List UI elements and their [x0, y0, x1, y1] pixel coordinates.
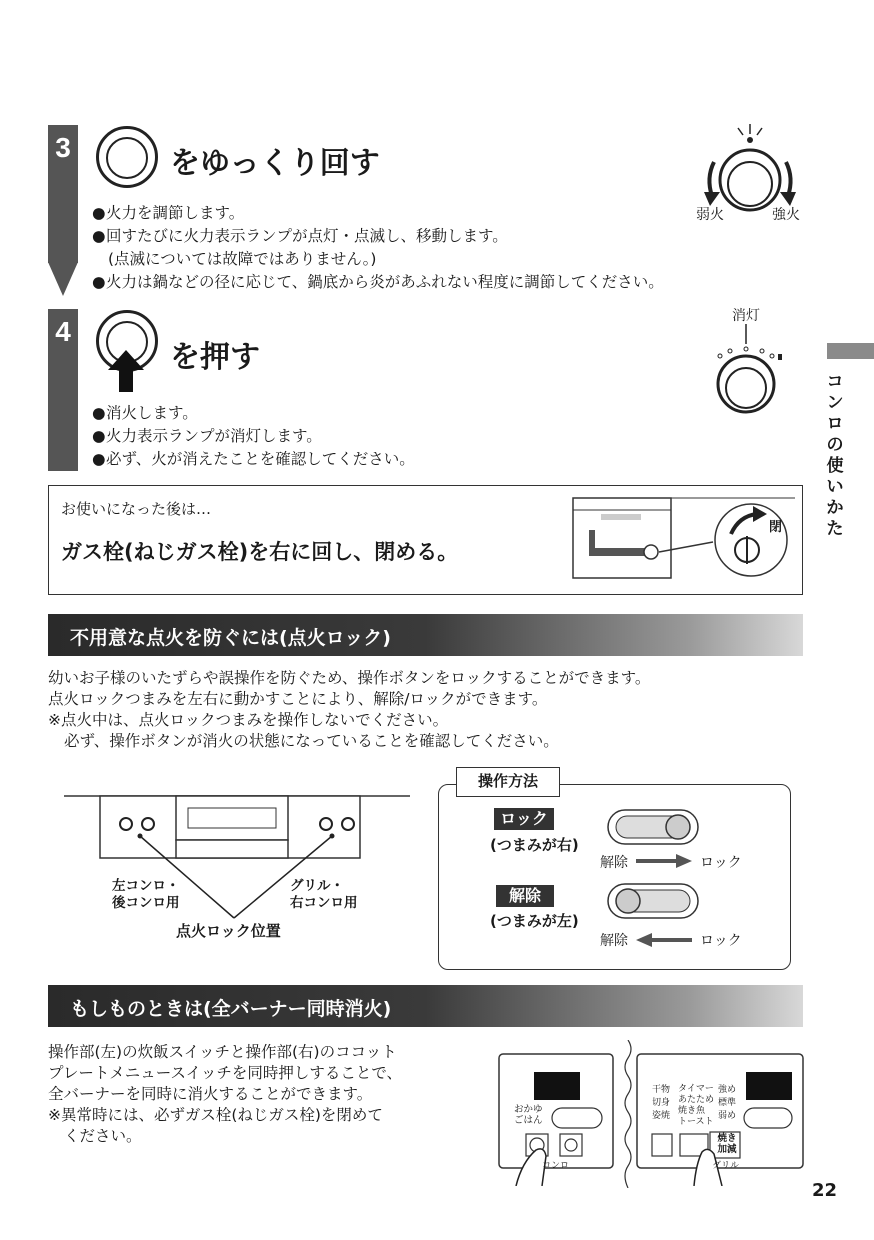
list-item: ● 火力は鍋などの径に応じて、鍋底から炎があふれない程度に調節してください。	[92, 273, 664, 291]
text-line: トースト	[678, 1117, 714, 1127]
wavy-separator	[620, 1040, 636, 1188]
text-line: 切身	[652, 1098, 671, 1108]
unlock-badge: 解除	[496, 885, 554, 907]
step3-bullets	[92, 202, 772, 294]
step3-arrow-tip	[48, 262, 78, 298]
text-line: 全バーナーを同時に消火することができます。	[48, 1085, 373, 1103]
menu-labels-col2	[678, 1084, 714, 1128]
stove-label: コンロ	[542, 1161, 570, 1171]
emergency-section-heading: もしものときは(全バーナー同時消火)	[70, 998, 392, 1020]
list-item: ● 火力を調節します。	[92, 204, 245, 222]
text-line: 干物	[652, 1085, 671, 1095]
step4-number: 4	[55, 316, 71, 347]
unlock-sub-label: (つまみが左)	[490, 912, 579, 930]
grill-adjust-button-label	[712, 1133, 742, 1155]
operation-method-title: 操作方法	[456, 767, 560, 797]
emergency-section-text	[48, 1042, 478, 1147]
lock-position-label: 点火ロック位置	[176, 922, 281, 940]
notice-main: ガス栓(ねじガス栓)を右に回し、閉める。	[61, 540, 459, 564]
list-item: ● 回すたびに火力表示ランプが点灯・点滅し、移動します。	[92, 227, 508, 245]
lock-section-text	[48, 668, 808, 752]
gas-valve-notice	[48, 485, 803, 595]
text-line: あたため	[678, 1095, 715, 1105]
text-line: 必ず、操作ボタンが消火の状態になっていることを確認してください。	[64, 732, 559, 750]
text-line: 焼き	[717, 1133, 737, 1144]
text-line: 点火ロックつまみを左右に動かすことにより、解除/ロックができます。	[48, 690, 548, 708]
list-item: ● 火力表示ランプが消灯します。	[92, 427, 322, 445]
left-stove-label	[112, 878, 180, 912]
lock-section-heading: 不用意な点火を防ぐには(点火ロック)	[70, 627, 391, 649]
text-line: 焼き魚	[678, 1106, 706, 1116]
text-line: 加減	[717, 1144, 737, 1155]
text-line: 弱め	[718, 1111, 737, 1121]
release-word: 解除	[600, 855, 628, 871]
text-line: 姿焼	[652, 1111, 671, 1121]
knob-off-diagram	[706, 322, 786, 414]
step3-knob-icon	[96, 126, 158, 188]
text-line: プレートメニュースイッチを同時押しすることで、	[48, 1064, 403, 1082]
level-labels	[718, 1084, 736, 1123]
grill-label: グリル	[712, 1161, 740, 1171]
text-line: グリル・	[290, 878, 344, 894]
lock-section-heading-bar	[48, 614, 803, 656]
list-item: ● 必ず、火が消えたことを確認してください。	[92, 450, 415, 468]
step4-title: を押す	[170, 340, 260, 375]
off-label: 消灯	[732, 308, 760, 324]
close-label: 閉	[769, 520, 783, 535]
lock-word-2: ロック	[700, 933, 742, 949]
side-tab-text: コンロの使いかた	[826, 372, 844, 539]
text-line: 強め	[718, 1085, 737, 1095]
step3-number: 3	[55, 132, 71, 163]
right-stove-label	[290, 878, 358, 912]
strong-fire-label: 強火	[772, 207, 800, 223]
list-item	[92, 248, 772, 271]
text-line: おかゆ	[514, 1104, 543, 1115]
text-line: ※点火中は、点火ロックつまみを操作しないでください。	[48, 711, 449, 729]
step3-title: をゆっくり回す	[170, 146, 380, 181]
text-line: 幼いお子様のいたずらや誤操作を防ぐため、操作ボタンをロックすることができます。	[48, 669, 651, 687]
knob-rotation-diagram	[690, 122, 810, 214]
text-line: 右コンロ用	[290, 895, 358, 911]
arrow-right-icon	[636, 854, 692, 868]
release-word-2: 解除	[600, 933, 628, 949]
text-line: タイマー	[678, 1084, 714, 1094]
text-line: 操作部(左)の炊飯スイッチと操作部(右)のココット	[48, 1043, 397, 1061]
text-line: 左コンロ・	[112, 878, 180, 894]
lock-sub-label: (つまみが右)	[490, 836, 579, 854]
lock-slider-left-icon	[606, 880, 702, 924]
menu-labels-col1	[652, 1084, 670, 1123]
step4-bullets	[92, 402, 692, 471]
list-item: ● 消火します。	[92, 404, 198, 422]
notice-lead: お使いになった後は…	[61, 500, 212, 518]
gas-valve-diagram	[571, 494, 795, 586]
push-arrow-icon	[108, 350, 144, 392]
step3-sub-note: (点滅については故障ではありません。)	[108, 250, 377, 268]
side-tab-marker	[827, 343, 874, 359]
lock-badge: ロック	[494, 808, 554, 830]
lock-word: ロック	[700, 855, 742, 871]
rice-labels	[514, 1104, 543, 1126]
text-line: 標準	[718, 1098, 737, 1108]
arrow-left-icon	[636, 933, 692, 947]
lock-slider-right-icon	[606, 806, 702, 850]
page-number: 22	[812, 1180, 838, 1201]
text-line: ください。	[64, 1127, 142, 1145]
text-line: 後コンロ用	[112, 895, 180, 911]
text-line: ※異常時には、必ずガス栓(ねじガス栓)を閉めて	[48, 1106, 383, 1124]
weak-fire-label: 弱火	[696, 207, 724, 223]
text-line: ごはん	[514, 1115, 543, 1126]
emergency-section-heading-bar	[48, 985, 803, 1027]
